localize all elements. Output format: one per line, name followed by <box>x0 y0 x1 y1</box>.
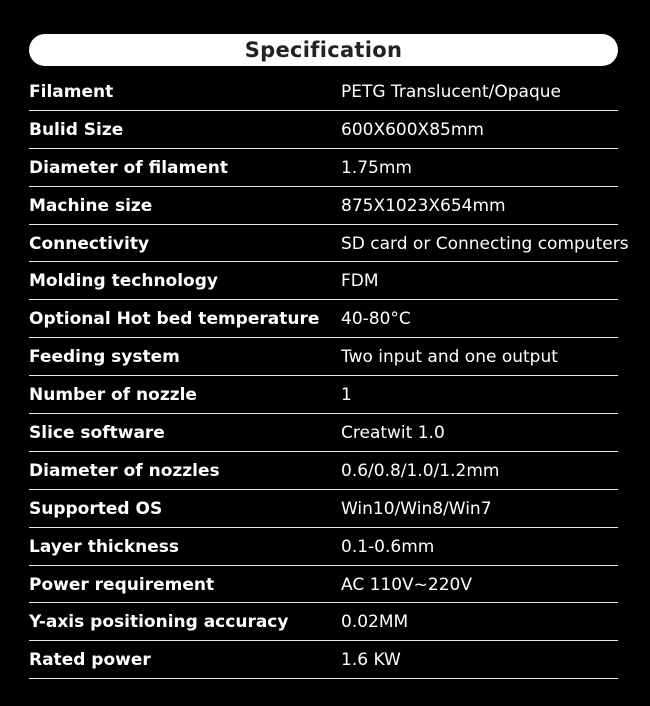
spec-row <box>0 300 650 338</box>
spec-value: 1.75mm <box>341 157 412 178</box>
spec-row <box>0 641 650 679</box>
spec-row <box>0 414 650 452</box>
spec-value: 40-80°C <box>341 309 411 330</box>
spec-header <box>29 34 618 66</box>
spec-value: 0.1-0.6mm <box>341 536 435 557</box>
spec-label: Slice software <box>29 422 165 443</box>
spec-label: Feeding system <box>29 347 180 368</box>
spec-value: 1 <box>341 385 352 406</box>
spec-row <box>0 187 650 225</box>
spec-value: 1.6 KW <box>341 650 401 671</box>
spec-value: 0.02MM <box>341 612 409 633</box>
spec-row <box>0 528 650 566</box>
spec-value: 0.6/0.8/1.0/1.2mm <box>341 460 500 481</box>
spec-label: Rated power <box>29 650 151 671</box>
spec-label: Bulid Size <box>29 119 124 140</box>
spec-label: Diameter of filament <box>29 157 228 178</box>
spec-row <box>0 490 650 528</box>
spec-value: AC 110V~220V <box>341 574 473 595</box>
spec-label: Diameter of nozzles <box>29 460 220 481</box>
page-title: Specification <box>244 38 403 62</box>
spec-table <box>0 73 650 679</box>
spec-row <box>0 566 650 604</box>
spec-value: Win10/Win8/Win7 <box>341 498 492 519</box>
spec-row <box>0 111 650 149</box>
spec-label: Supported OS <box>29 498 163 519</box>
spec-label: Machine size <box>29 195 153 216</box>
spec-value: Two input and one output <box>341 347 558 368</box>
spec-value: 875X1023X654mm <box>341 195 506 216</box>
spec-label: Power requirement <box>29 574 215 595</box>
spec-row <box>0 338 650 376</box>
spec-row <box>0 262 650 300</box>
spec-value: PETG Translucent/Opaque <box>341 81 561 102</box>
spec-row <box>0 603 650 641</box>
spec-row <box>0 73 650 111</box>
spec-value: FDM <box>341 271 379 292</box>
spec-row <box>0 149 650 187</box>
spec-label: Filament <box>29 81 114 102</box>
spec-label: Number of nozzle <box>29 385 197 406</box>
spec-value: SD card or Connecting computers <box>341 233 629 254</box>
spec-value: Creatwit 1.0 <box>341 422 445 443</box>
spec-label: Layer thickness <box>29 536 180 557</box>
spec-row <box>0 376 650 414</box>
spec-label: Optional Hot bed temperature <box>29 309 320 330</box>
spec-label: Connectivity <box>29 233 150 254</box>
spec-value: 600X600X85mm <box>341 119 484 140</box>
spec-label: Y-axis positioning accuracy <box>29 612 289 633</box>
spec-row <box>0 225 650 263</box>
spec-row <box>0 452 650 490</box>
spec-label: Molding technology <box>29 271 218 292</box>
